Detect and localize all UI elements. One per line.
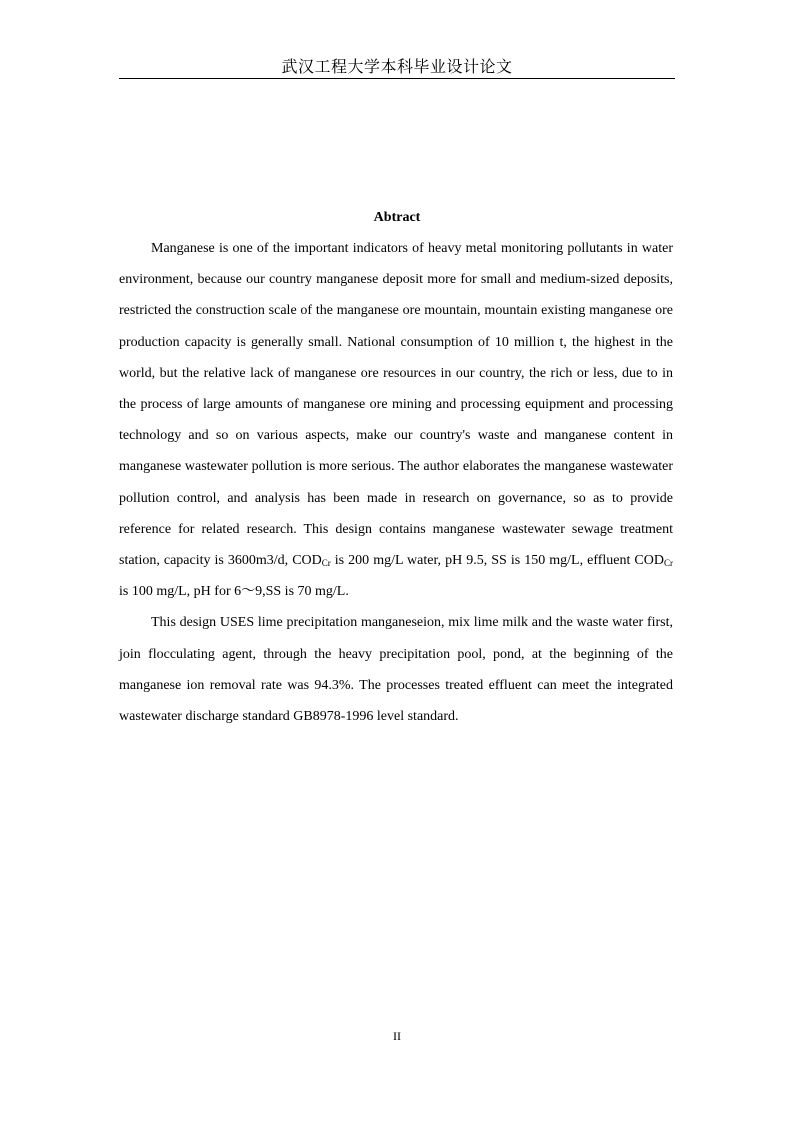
abstract-paragraph-2: This design USES lime precipitation manganeseion, mix lime milk and the waste water first, join flocculating agent, through the heavy precipitation pool, pond, at the beginning of the manganese ion removal rate was 94.3%. The processes treated effluent can meet the integrated wastewater discharge standard GB8978-1996 level standard. xyxy=(119,615,673,725)
abstract-title: Abtract xyxy=(373,210,421,225)
cod-subscript-2: Cr xyxy=(663,558,673,569)
page-number: II xyxy=(393,1029,401,1043)
abstract-body xyxy=(119,233,673,732)
abstract-p1-part-c: is 100 mg/L, pH for 6～9,SS is 70 mg/L. xyxy=(119,584,349,600)
abstract-p1-part-a: Manganese is one of the important indicators of heavy metal monitoring pollutants in water environment, because our country manganese deposit more for small and medium-sized deposits, restricted the construction scale of the manganese ore mountain, mountain existing manganese ore production capacity is generally small. National consumption of 10 million t, the highest in the world, but the relative lack of manganese ore resources in our country, the rich or less, due to in the process of large amounts of manganese ore mining and processing equipment and processing technology and so on various aspects, make our country's waste and manganese content in manganese wastewater pollution is more serious. The author elaborates the manganese wastewater pollution control, and analysis has been made in research on governance, so as to provide reference for related research. This design contains manganese wastewater sewage treatment station, capacity is 3600m3/d, COD xyxy=(119,241,673,569)
abstract-p1-part-b: is 200 mg/L water, pH 9.5, SS is 150 mg/L, effluent COD xyxy=(330,553,664,569)
header-rule xyxy=(119,78,675,79)
page-header-title: 武汉工程大学本科毕业设计论文 xyxy=(281,57,513,76)
cod-subscript-1: Cr xyxy=(321,558,331,569)
abstract-paragraph-1 xyxy=(119,233,673,607)
